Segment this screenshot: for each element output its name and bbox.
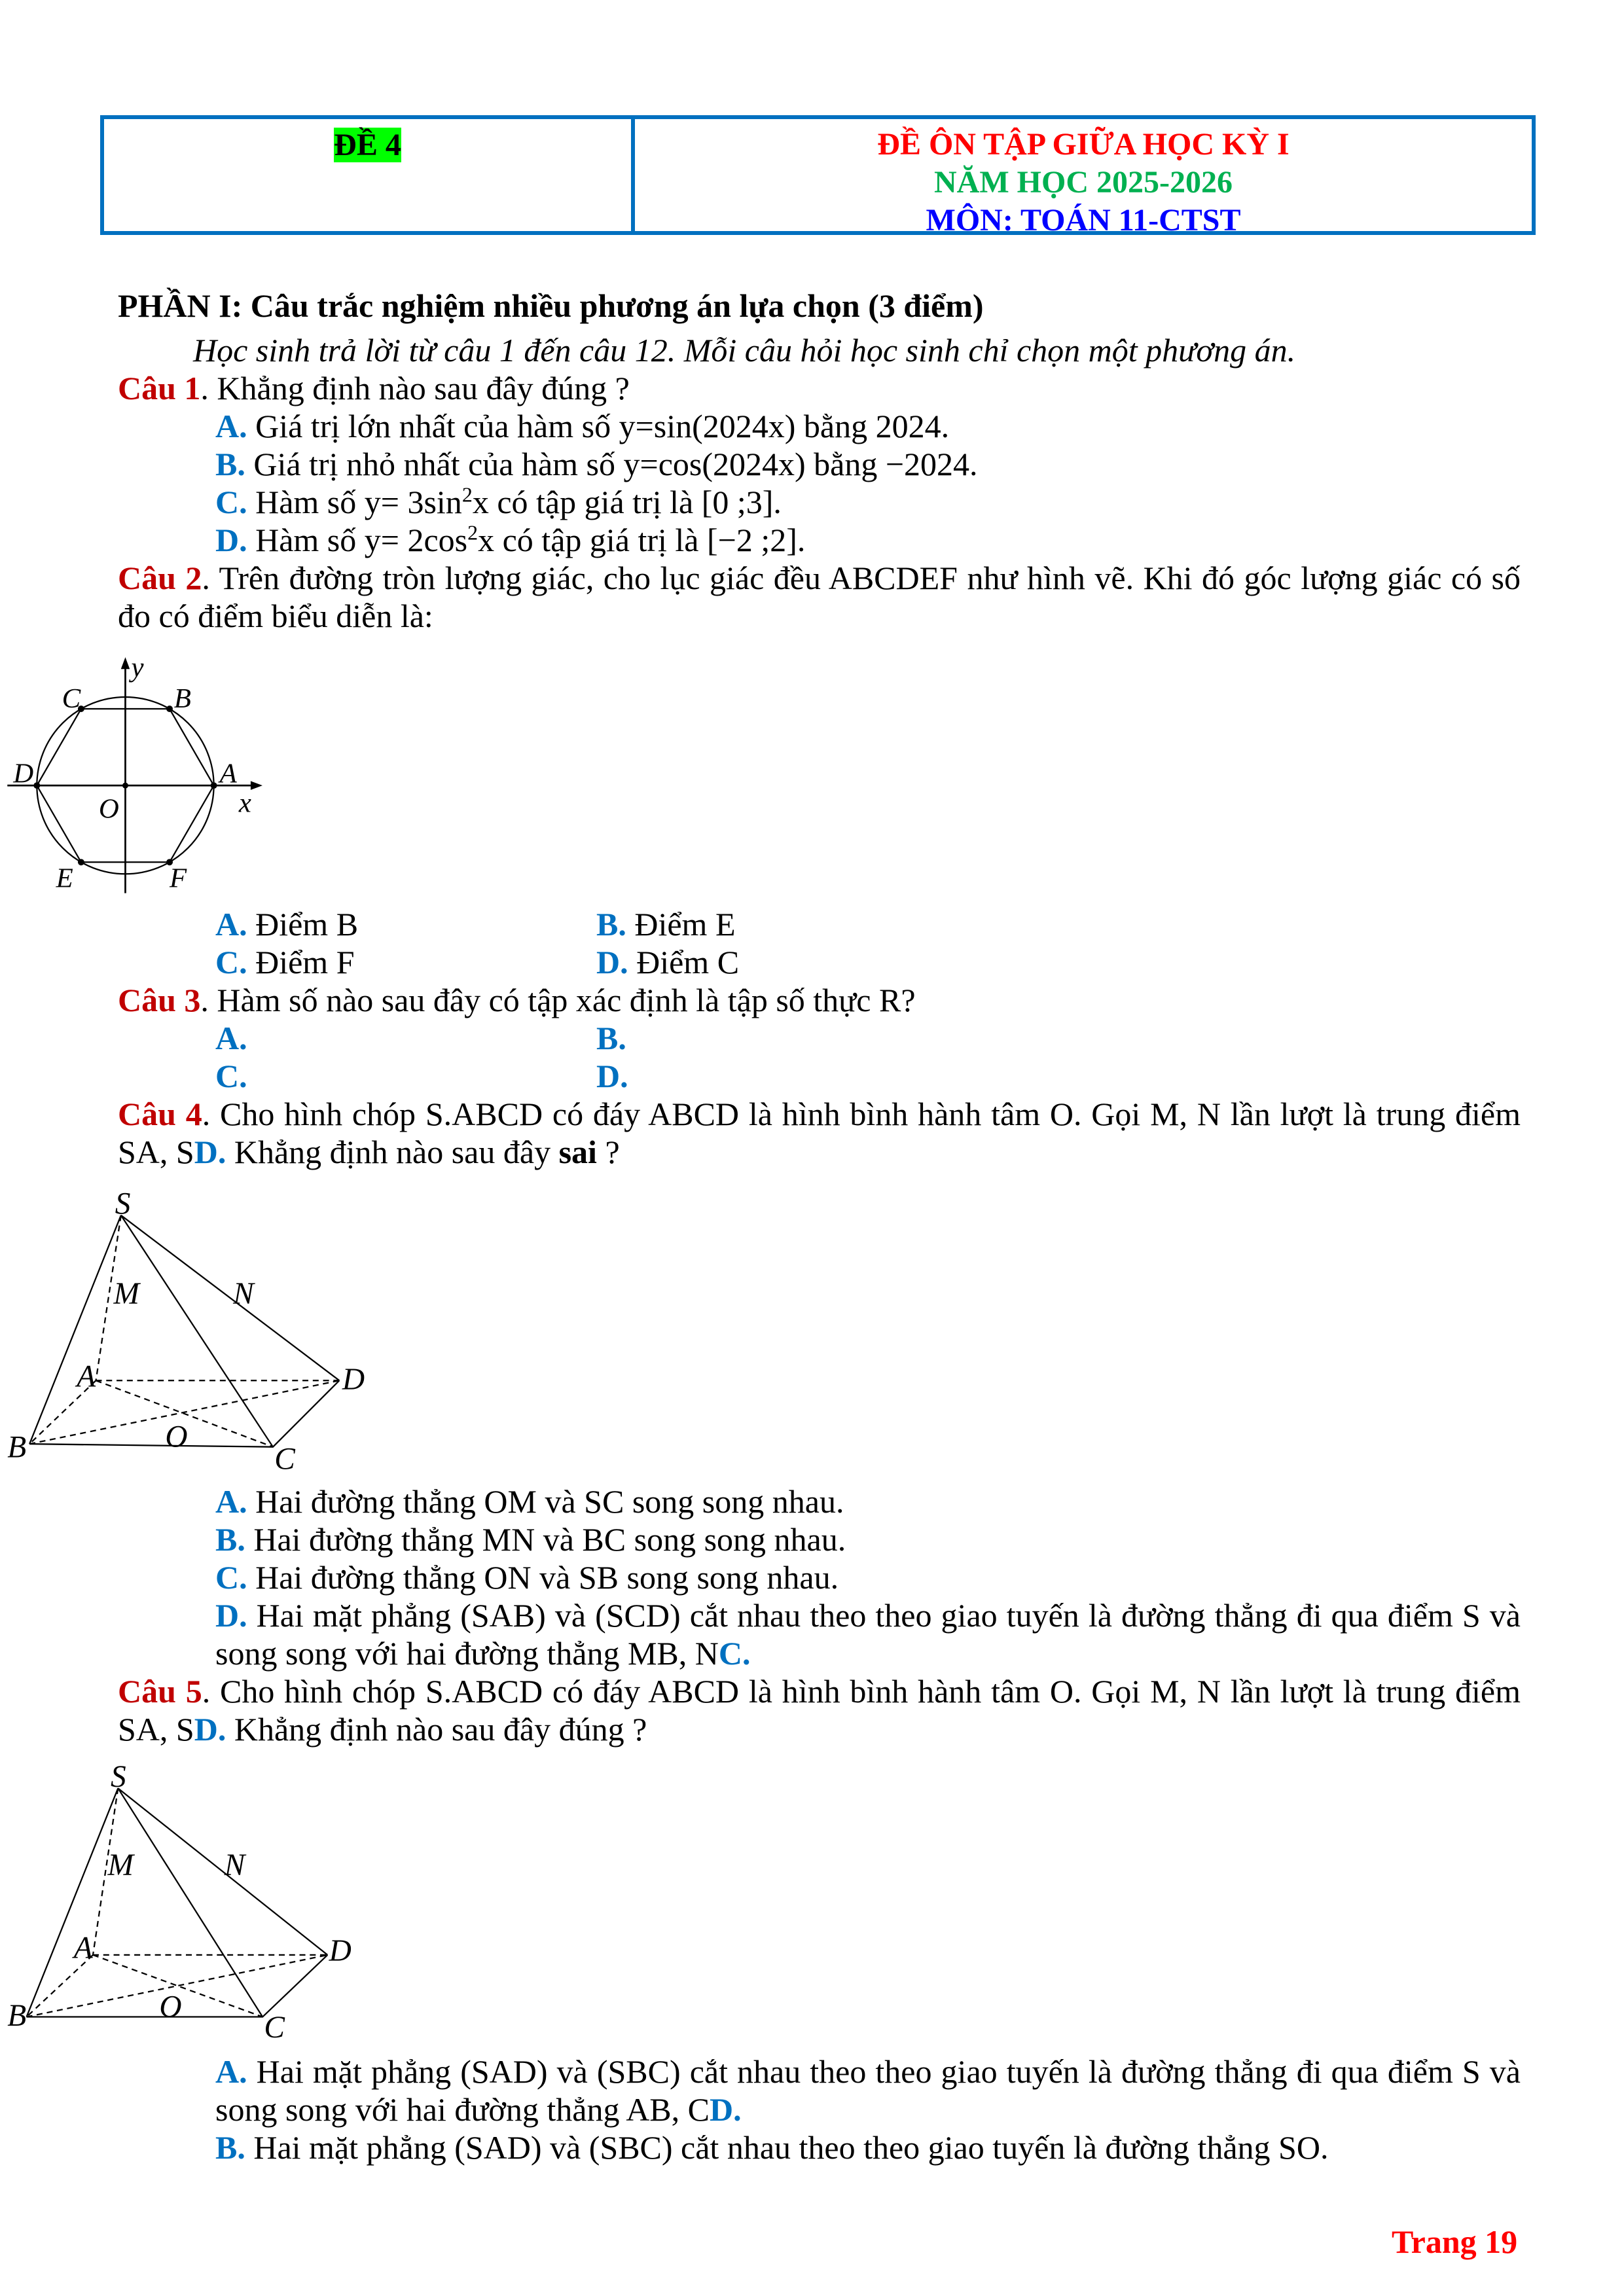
label-n: N bbox=[233, 1277, 254, 1312]
label-b: B bbox=[7, 1999, 27, 2034]
exponent: 2 bbox=[467, 520, 478, 545]
option-d bbox=[596, 943, 977, 981]
label-x: x bbox=[238, 787, 251, 819]
label-o: O bbox=[165, 1420, 188, 1454]
option-letter: D. bbox=[215, 1597, 247, 1634]
question-3 bbox=[118, 981, 1521, 1019]
option-b: B. bbox=[596, 1020, 626, 1056]
solid-edges bbox=[27, 1788, 328, 2017]
label-b: B bbox=[7, 1430, 27, 1465]
option-text: Điểm E bbox=[626, 906, 736, 942]
label-e: E bbox=[56, 863, 73, 894]
option-text: Điểm B bbox=[247, 906, 359, 942]
label-y: y bbox=[131, 652, 144, 683]
option-letter: C. bbox=[215, 944, 247, 980]
option-d: D. bbox=[596, 1058, 628, 1094]
emphasis: sai bbox=[558, 1134, 597, 1170]
school-year: NĂM HỌC 2025-2026 bbox=[934, 165, 1233, 200]
pyramid-figure bbox=[7, 1748, 1521, 2053]
unit-circle-figure bbox=[13, 635, 1521, 905]
label-a: A bbox=[73, 1931, 93, 1965]
option-text: Hai mặt phẳng (SAD) và (SBC) cắt nhau theo theo giao tuyến là đường thẳng SO. bbox=[245, 2129, 1329, 2166]
label-s: S bbox=[115, 1187, 131, 1221]
option-a bbox=[215, 905, 596, 943]
question-text: . Khẳng định nào sau đây đúng ? bbox=[200, 370, 630, 406]
option-text: Điểm F bbox=[247, 944, 355, 980]
label-o: O bbox=[98, 793, 119, 825]
question-text-blue: D. bbox=[194, 1134, 226, 1170]
option-text-blue: C. bbox=[718, 1635, 751, 1672]
label-a: A bbox=[219, 758, 237, 789]
option-letter: B. bbox=[215, 1521, 245, 1558]
option-letter: D. bbox=[215, 522, 247, 558]
question-label: Câu 3 bbox=[118, 982, 201, 1018]
exam-number-cell bbox=[104, 119, 635, 231]
question-text: ? bbox=[596, 1134, 620, 1170]
option-letter: A. bbox=[215, 2053, 247, 2090]
option-letter: B. bbox=[215, 2129, 245, 2166]
question-label: Câu 5 bbox=[118, 1673, 202, 1710]
question-4 bbox=[118, 1095, 1521, 1171]
option-text: Hai đường thẳng ON và SB song song nhau. bbox=[247, 1559, 839, 1596]
options-row bbox=[118, 1057, 1521, 1095]
question-text: Khẳng định nào sau đây bbox=[226, 1134, 559, 1170]
option-a: A. bbox=[215, 1020, 247, 1056]
option-b bbox=[596, 905, 977, 943]
option-b bbox=[118, 1520, 1521, 1558]
option-text: x có tập giá trị là [0 ;3]. bbox=[472, 484, 782, 520]
part-title: PHẦN I: Câu trắc nghiệm nhiều phương án lựa chọn (3 điểm) bbox=[118, 287, 984, 324]
option-letter: B. bbox=[215, 446, 245, 482]
label-a: A bbox=[77, 1359, 96, 1394]
question-text: . Cho hình chóp S.ABCD có đáy ABCD là hình bình hành tâm O. Gọi M, N lần lượt là trung điểm SA, S bbox=[118, 1096, 1521, 1170]
option-letter: C. bbox=[215, 1559, 247, 1596]
document-body bbox=[7, 287, 1521, 2166]
option-text: Hàm số y= 3sin bbox=[247, 484, 462, 520]
option-d bbox=[118, 521, 1521, 559]
label-c: C bbox=[264, 2011, 285, 2045]
question-text: . Cho hình chóp S.ABCD có đáy ABCD là hình bình hành tâm O. Gọi M, N lần lượt là trung điểm SA, S bbox=[118, 1673, 1521, 1748]
option-text: Giá trị nhỏ nhất của hàm số y=cos(2024x) bằng −2024. bbox=[245, 446, 978, 482]
pyramid-diagram bbox=[0, 1171, 384, 1482]
option-c bbox=[118, 483, 1521, 521]
option-text: Điểm C bbox=[628, 944, 740, 980]
question-label: Câu 4 bbox=[118, 1096, 202, 1132]
y-arrow-icon bbox=[121, 657, 130, 669]
option-letter: A. bbox=[215, 906, 247, 942]
option-text: Hai đường thẳng OM và SC song song nhau. bbox=[247, 1483, 844, 1520]
label-s: S bbox=[111, 1759, 126, 1794]
hidden-edges bbox=[29, 1215, 339, 1447]
options-row bbox=[118, 905, 1521, 943]
exponent: 2 bbox=[461, 482, 473, 507]
options-row bbox=[118, 1019, 1521, 1057]
option-text: x có tập giá trị là [−2 ;2]. bbox=[478, 522, 806, 558]
exam-number: ĐỀ 4 bbox=[334, 128, 401, 162]
question-5 bbox=[118, 1672, 1521, 1748]
option-text-blue: D. bbox=[710, 2091, 742, 2128]
label-o: O bbox=[159, 1990, 182, 2024]
part-instruction: Học sinh trả lời từ câu 1 đến câu 12. Mỗi câu hỏi học sinh chỉ chọn một phương án. bbox=[193, 332, 1296, 368]
x-arrow-icon bbox=[251, 781, 262, 790]
label-c: C bbox=[274, 1442, 295, 1477]
label-d: D bbox=[13, 758, 34, 789]
option-c bbox=[118, 1558, 1521, 1596]
option-letter: B. bbox=[596, 906, 626, 942]
option-text: Hàm số y= 2cos bbox=[247, 522, 468, 558]
label-d: D bbox=[329, 1933, 352, 1968]
option-text: Hai đường thẳng MN và BC song song nhau. bbox=[245, 1521, 846, 1558]
question-text: . Trên đường tròn lượng giác, cho lục giác đều ABCDEF như hình vẽ. Khi đó góc lượng giác có số đo có điểm biểu diễn là: bbox=[118, 560, 1521, 634]
subject: MÔN: TOÁN 11-CTST bbox=[926, 203, 1241, 238]
option-c: C. bbox=[215, 1058, 247, 1094]
options-row bbox=[118, 943, 1521, 981]
option-a bbox=[118, 2053, 1521, 2128]
label-m: M bbox=[107, 1848, 134, 1883]
label-c: C bbox=[62, 683, 81, 714]
question-text: Khẳng định nào sau đây đúng ? bbox=[226, 1711, 647, 1748]
exam-header-table bbox=[100, 115, 1536, 238]
option-letter: A. bbox=[215, 408, 247, 444]
option-text: Hai mặt phẳng (SAD) và (SBC) cắt nhau theo theo giao tuyến là đường thẳng đi qua điểm S và song song với hai đường thẳng AB, C bbox=[215, 2053, 1521, 2128]
option-letter: C. bbox=[215, 484, 247, 520]
option-a bbox=[118, 1482, 1521, 1520]
label-n: N bbox=[224, 1848, 245, 1883]
option-d bbox=[118, 1596, 1521, 1672]
pyramid-diagram bbox=[0, 1748, 384, 2053]
label-m: M bbox=[113, 1277, 139, 1312]
option-b bbox=[118, 445, 1521, 483]
exam-title: ĐỀ ÔN TẬP GIỮA HỌC KỲ I bbox=[877, 127, 1290, 162]
question-label: Câu 2 bbox=[118, 560, 202, 596]
option-text: Giá trị lớn nhất của hàm số y=sin(2024x) bằng 2024. bbox=[247, 408, 950, 444]
label-d: D bbox=[342, 1362, 365, 1397]
question-text: . Hàm số nào sau đây có tập xác định là tập số thực R? bbox=[200, 982, 916, 1018]
exam-title-cell bbox=[635, 119, 1532, 238]
question-2 bbox=[118, 559, 1521, 635]
unit-circle-diagram bbox=[0, 635, 280, 905]
option-letter: A. bbox=[215, 1483, 247, 1520]
label-b: B bbox=[173, 683, 191, 714]
option-letter: D. bbox=[596, 944, 628, 980]
question-label: Câu 1 bbox=[118, 370, 201, 406]
label-f: F bbox=[170, 863, 187, 894]
option-b bbox=[118, 2128, 1521, 2166]
option-a bbox=[118, 407, 1521, 445]
option-text: Hai mặt phẳng (SAB) và (SCD) cắt nhau theo theo giao tuyến là đường thẳng đi qua điểm S và song song với hai đường thẳng MB, N bbox=[215, 1597, 1521, 1672]
pyramid-figure bbox=[7, 1171, 1521, 1482]
question-1 bbox=[118, 369, 1521, 407]
page-number: Trang 19 bbox=[1392, 2223, 1518, 2260]
question-text-blue: D. bbox=[194, 1711, 226, 1748]
option-c bbox=[215, 943, 596, 981]
